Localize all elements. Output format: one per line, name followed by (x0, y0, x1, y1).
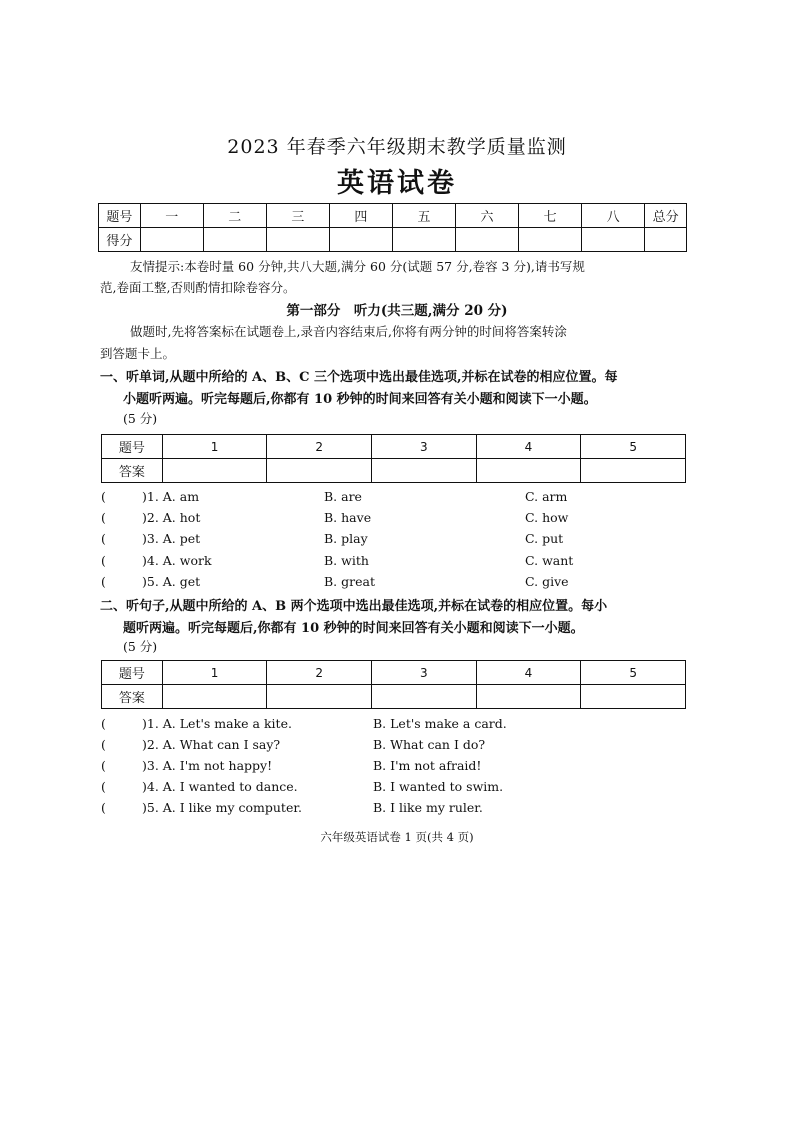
score-header: 四 (329, 204, 392, 228)
part-intro: 到答题卡上。 (100, 346, 176, 361)
score-header: 五 (392, 204, 455, 228)
option-a: )4. A. I wanted to dance. (142, 779, 298, 794)
score-cell[interactable] (203, 228, 266, 252)
answer-cell[interactable] (476, 459, 581, 483)
section-points: (5 分) (123, 639, 158, 654)
answer-cell[interactable] (581, 459, 686, 483)
answer-row-label: 答案 (102, 459, 163, 483)
answer-paren[interactable]: ( (101, 758, 106, 773)
answer-num: 2 (267, 435, 372, 459)
option-c: C. want (525, 553, 574, 568)
answer-paren[interactable]: ( (101, 531, 106, 546)
score-header: 一 (140, 204, 203, 228)
section-instruction: 一、听单词,从题中所给的 A、B、C 三个选项中选出最佳选项,并标在试卷的相应位置。每 (100, 370, 618, 385)
score-cell[interactable] (456, 228, 519, 252)
answer-row-label: 答案 (102, 685, 163, 709)
option-b: B. I'm not afraid! (373, 758, 482, 773)
answer-paren[interactable]: ( (101, 553, 106, 568)
answer-num: 4 (476, 435, 581, 459)
score-cell[interactable] (140, 228, 203, 252)
notice-line: 范,卷面工整,否则酌情扣除卷容分。 (100, 280, 296, 295)
option-b: B. with (324, 553, 369, 568)
answer-num: 1 (162, 435, 267, 459)
part-intro: 做题时,先将答案标在试题卷上,录音内容结束后,你将有两分钟的时间将答案转涂 (130, 324, 567, 339)
score-cell[interactable] (266, 228, 329, 252)
score-cell[interactable] (329, 228, 392, 252)
score-table (98, 203, 687, 252)
answer-row-label: 题号 (102, 661, 163, 685)
option-b: B. great (324, 574, 375, 589)
answer-cell[interactable] (372, 685, 477, 709)
score-header: 二 (203, 204, 266, 228)
option-a: )2. A. What can I say? (142, 737, 281, 752)
option-b: B. play (324, 531, 368, 546)
answer-cell[interactable] (162, 685, 267, 709)
answer-cell[interactable] (476, 685, 581, 709)
answer-num: 5 (581, 661, 686, 685)
option-b: B. What can I do? (373, 737, 486, 752)
option-b: B. Let's make a card. (373, 716, 507, 731)
option-c: C. arm (525, 489, 568, 504)
exam-subject: 英语试卷 (337, 168, 457, 199)
option-b: B. I like my ruler. (373, 800, 483, 815)
answer-cell[interactable] (581, 685, 686, 709)
section-instruction: 小题听两遍。听完每题后,你都有 10 秒钟的时间来回答有关小题和阅读下一小题。 (123, 392, 597, 407)
option-c: C. give (525, 574, 569, 589)
notice-line: 友情提示:本卷时量 60 分钟,共八大题,满分 60 分(试题 57 分,卷容 3 分),请书写规 (130, 259, 585, 274)
answer-num: 3 (372, 661, 477, 685)
option-c: C. put (525, 531, 564, 546)
answer-num: 4 (476, 661, 581, 685)
option-a: )5. A. get (142, 574, 201, 589)
part-heading: 第一部分 听力(共三题,满分 20 分) (286, 303, 508, 319)
answer-num: 2 (267, 661, 372, 685)
score-header: 七 (519, 204, 582, 228)
answer-paren[interactable]: ( (101, 716, 106, 731)
score-cell[interactable] (519, 228, 582, 252)
answer-table (101, 660, 686, 709)
score-cell[interactable] (392, 228, 455, 252)
answer-cell[interactable] (267, 685, 372, 709)
score-cell[interactable] (582, 228, 645, 252)
answer-paren[interactable]: ( (101, 800, 106, 815)
answer-paren[interactable]: ( (101, 779, 106, 794)
section-instruction: 二、听句子,从题中所给的 A、B 两个选项中选出最佳选项,并标在试卷的相应位置。每小 (100, 599, 608, 614)
score-header: 三 (266, 204, 329, 228)
score-row-label: 题号 (99, 204, 141, 228)
answer-paren[interactable]: ( (101, 510, 106, 525)
answer-num: 3 (372, 435, 477, 459)
section-instruction: 题听两遍。听完每题后,你都有 10 秒钟的时间来回答有关小题和阅读下一小题。 (123, 621, 584, 636)
section-points: (5 分) (123, 411, 158, 426)
page-footer: 六年级英语试卷 1 页(共 4 页) (320, 830, 474, 844)
score-row-label: 得分 (99, 228, 141, 252)
option-c: C. how (525, 510, 569, 525)
answer-paren[interactable]: ( (101, 737, 106, 752)
option-a: )3. A. pet (142, 531, 201, 546)
answer-cell[interactable] (267, 459, 372, 483)
option-b: B. have (324, 510, 372, 525)
option-b: B. are (324, 489, 362, 504)
exam-title: 2023 年春季六年级期末教学质量监测 (227, 136, 567, 158)
answer-paren[interactable]: ( (101, 574, 106, 589)
answer-table (101, 434, 686, 483)
option-a: )3. A. I'm not happy! (142, 758, 273, 773)
answer-row-label: 题号 (102, 435, 163, 459)
score-header: 六 (456, 204, 519, 228)
score-header: 总分 (645, 204, 687, 228)
answer-num: 1 (162, 661, 267, 685)
answer-num: 5 (581, 435, 686, 459)
option-b: B. I wanted to swim. (373, 779, 504, 794)
answer-cell[interactable] (372, 459, 477, 483)
score-header: 八 (582, 204, 645, 228)
option-a: )5. A. I like my computer. (142, 800, 302, 815)
option-a: )2. A. hot (142, 510, 201, 525)
option-a: )4. A. work (142, 553, 212, 568)
answer-cell[interactable] (162, 459, 267, 483)
option-a: )1. A. Let's make a kite. (142, 716, 292, 731)
score-cell[interactable] (645, 228, 687, 252)
option-a: )1. A. am (142, 489, 200, 504)
answer-paren[interactable]: ( (101, 489, 106, 504)
